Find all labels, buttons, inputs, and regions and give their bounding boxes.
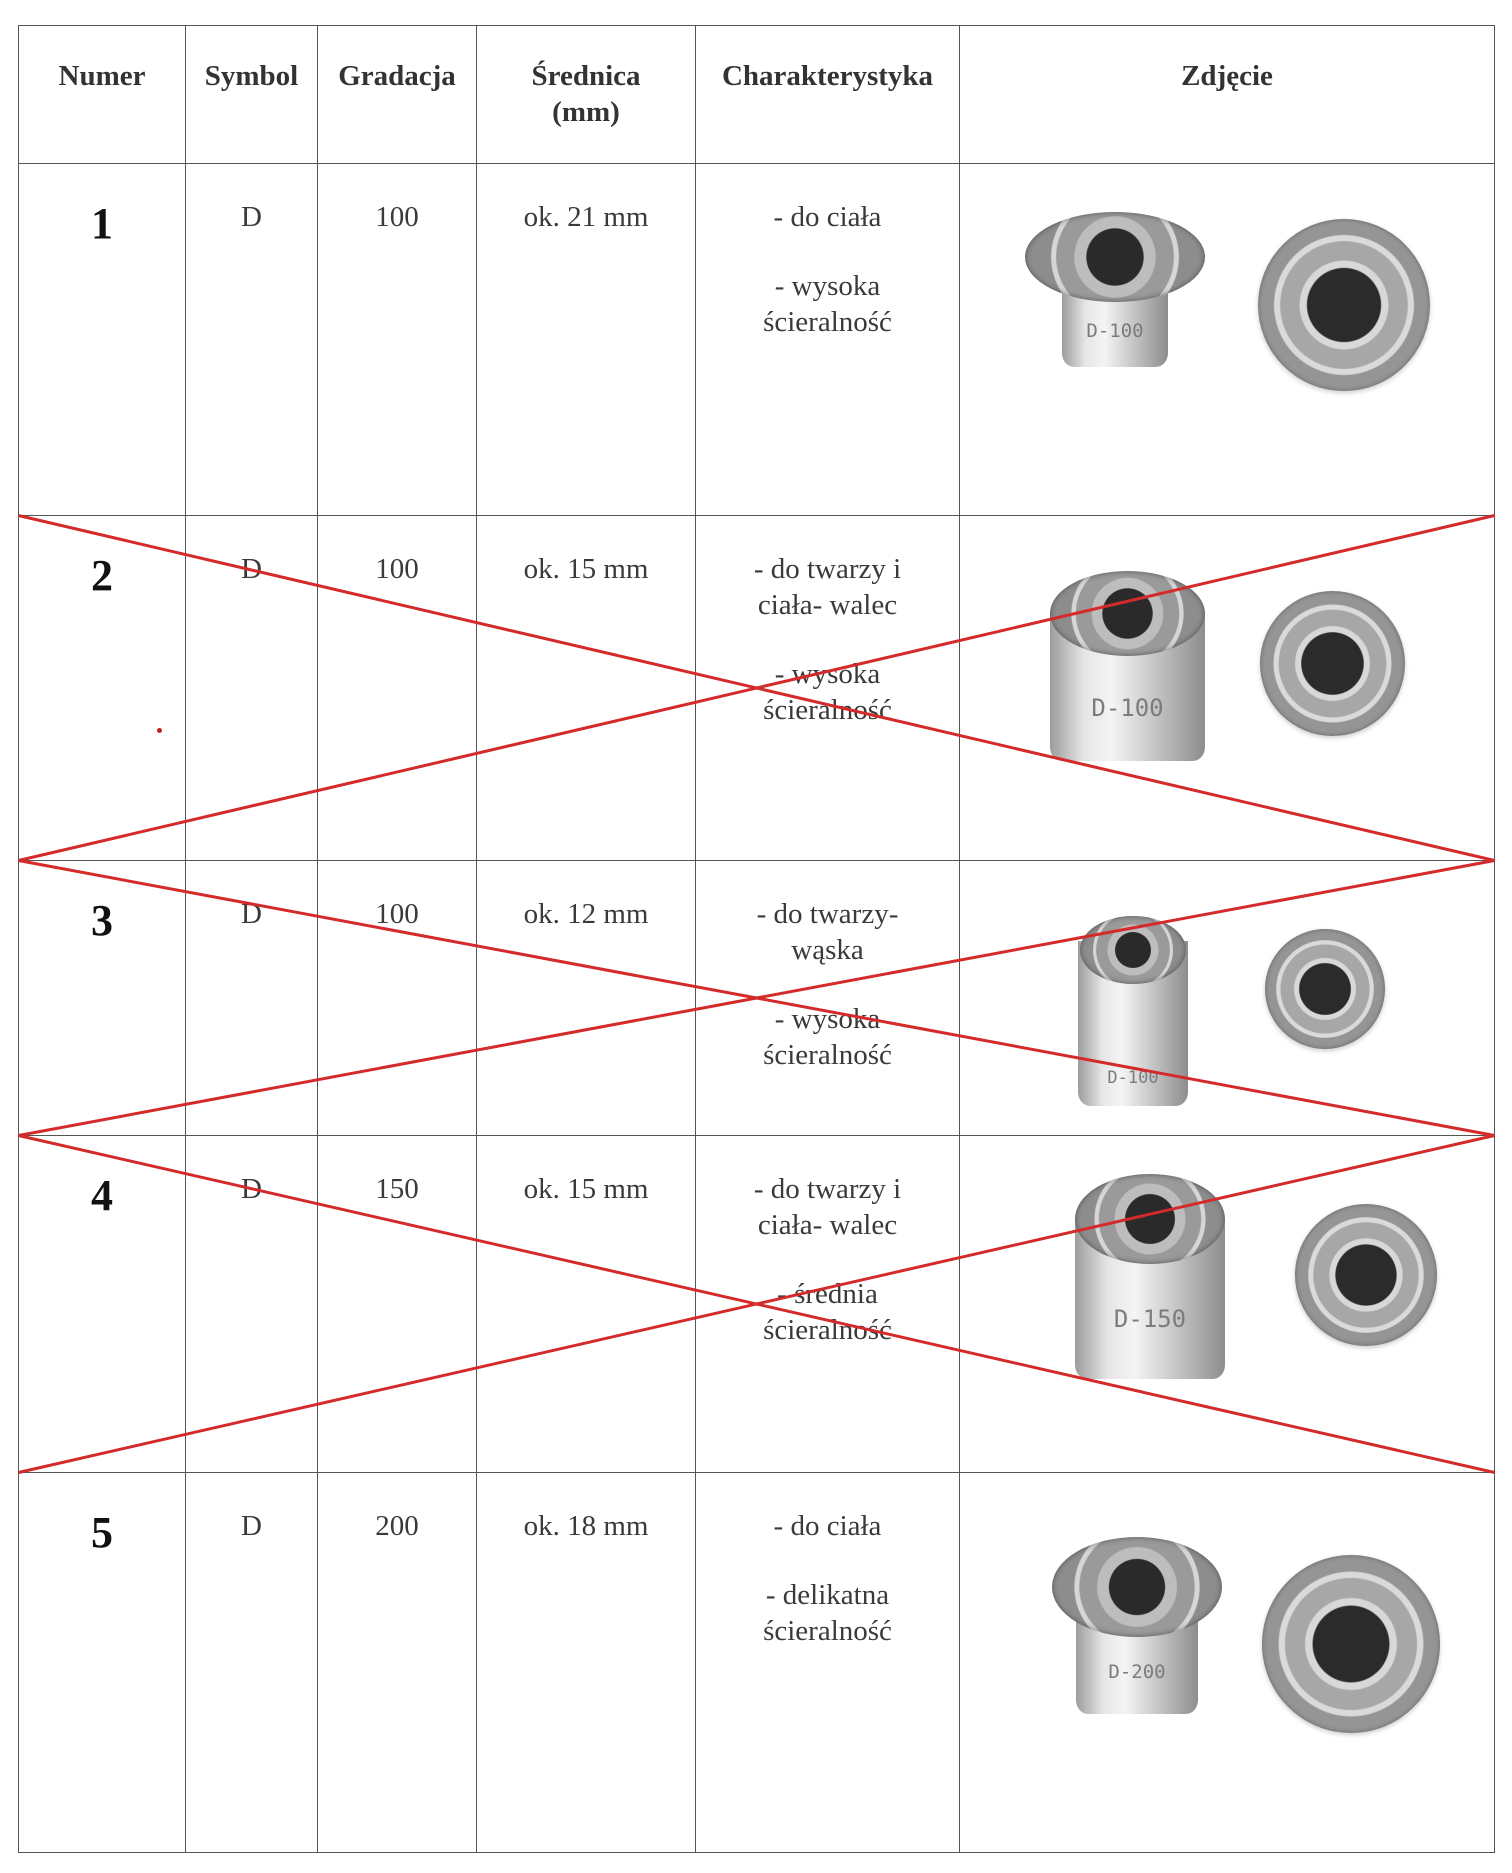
header-gradacja: Gradacja (318, 26, 477, 164)
char-line: - wysoka (774, 658, 881, 690)
char-line: ścieralność (763, 1314, 892, 1346)
row-srednica: ok. 12 mm (477, 861, 696, 1136)
header-srednica-line1: Średnica (531, 60, 641, 92)
head-top-view (1260, 591, 1405, 736)
table-row (19, 1473, 1495, 1853)
header-charakterystyka: Charakterystyka (696, 26, 960, 164)
head-side-view (1078, 916, 1188, 1106)
table-row (19, 164, 1495, 516)
char-line: - średnia (777, 1278, 878, 1310)
row-number: 2 (19, 516, 186, 861)
row-photo (960, 1473, 1495, 1853)
row-symbol: D (186, 1473, 318, 1853)
row-gradacja: 150 (318, 1136, 477, 1473)
header-numer: Numer (19, 26, 186, 164)
head-label: D-100 (1078, 941, 1188, 1106)
row-number: 4 (19, 1136, 186, 1473)
char-line: - do ciała (773, 201, 882, 233)
row-charakterystyka (696, 1136, 960, 1473)
head-label: D-100 (1062, 257, 1168, 367)
char-line: ścieralność (763, 1039, 892, 1071)
row-srednica: ok. 15 mm (477, 1136, 696, 1473)
row-gradacja: 100 (318, 516, 477, 861)
header-zdjecie: Zdjęcie (960, 26, 1495, 164)
char-line: ciała- walec (757, 589, 898, 621)
header-srednica (477, 26, 696, 164)
char-line: ścieralność (763, 694, 892, 726)
row-charakterystyka (696, 1473, 960, 1853)
char-line: ścieralność (763, 306, 892, 338)
row-photo (960, 164, 1495, 516)
row-srednica: ok. 21 mm (477, 164, 696, 516)
row-photo (960, 861, 1495, 1136)
char-line: - do twarzy i (753, 553, 902, 585)
head-side-view (1020, 212, 1210, 372)
char-line: - wysoka (774, 270, 881, 302)
row-number: 3 (19, 861, 186, 1136)
char-line: ścieralność (763, 1615, 892, 1647)
row-number: 5 (19, 1473, 186, 1853)
head-label: D-200 (1076, 1592, 1198, 1714)
head-top-view (1295, 1204, 1437, 1346)
char-line: - wysoka (774, 1003, 881, 1035)
head-top-view (1258, 219, 1430, 391)
char-line: - do twarzy i (753, 1173, 902, 1205)
stray-dot (157, 728, 162, 733)
table-row (19, 861, 1495, 1136)
product-photo (960, 1136, 1494, 1471)
row-srednica: ok. 15 mm (477, 516, 696, 861)
char-line: - delikatna (765, 1579, 890, 1611)
head-label: D-150 (1075, 1219, 1225, 1379)
product-photo (960, 1473, 1494, 1851)
head-side-view (1048, 1537, 1226, 1717)
row-srednica: ok. 18 mm (477, 1473, 696, 1853)
row-photo (960, 1136, 1495, 1473)
char-line: wąska (791, 934, 864, 966)
row-charakterystyka (696, 516, 960, 861)
table-row (19, 516, 1495, 861)
row-gradacja: 100 (318, 861, 477, 1136)
header-srednica-line2: (mm) (552, 96, 620, 128)
header-symbol: Symbol (186, 26, 318, 164)
head-side-view (1075, 1174, 1225, 1379)
header-row (19, 26, 1495, 164)
row-photo (960, 516, 1495, 861)
product-photo (960, 861, 1494, 1134)
row-charakterystyka (696, 861, 960, 1136)
row-symbol: D (186, 516, 318, 861)
row-symbol: D (186, 861, 318, 1136)
row-number: 1 (19, 164, 186, 516)
row-charakterystyka (696, 164, 960, 516)
head-top-view (1262, 1555, 1440, 1733)
row-gradacja: 100 (318, 164, 477, 516)
char-line: - do twarzy- (756, 898, 899, 930)
char-line: - do ciała (773, 1510, 882, 1542)
head-top-view (1265, 929, 1385, 1049)
product-table (18, 25, 1495, 1853)
row-symbol: D (186, 164, 318, 516)
row-gradacja: 200 (318, 1473, 477, 1853)
head-label: D-100 (1050, 611, 1205, 761)
product-photo (960, 164, 1494, 514)
product-photo (960, 516, 1494, 859)
row-symbol: D (186, 1136, 318, 1473)
head-side-view (1050, 571, 1205, 761)
table-row (19, 1136, 1495, 1473)
char-line: ciała- walec (757, 1209, 898, 1241)
